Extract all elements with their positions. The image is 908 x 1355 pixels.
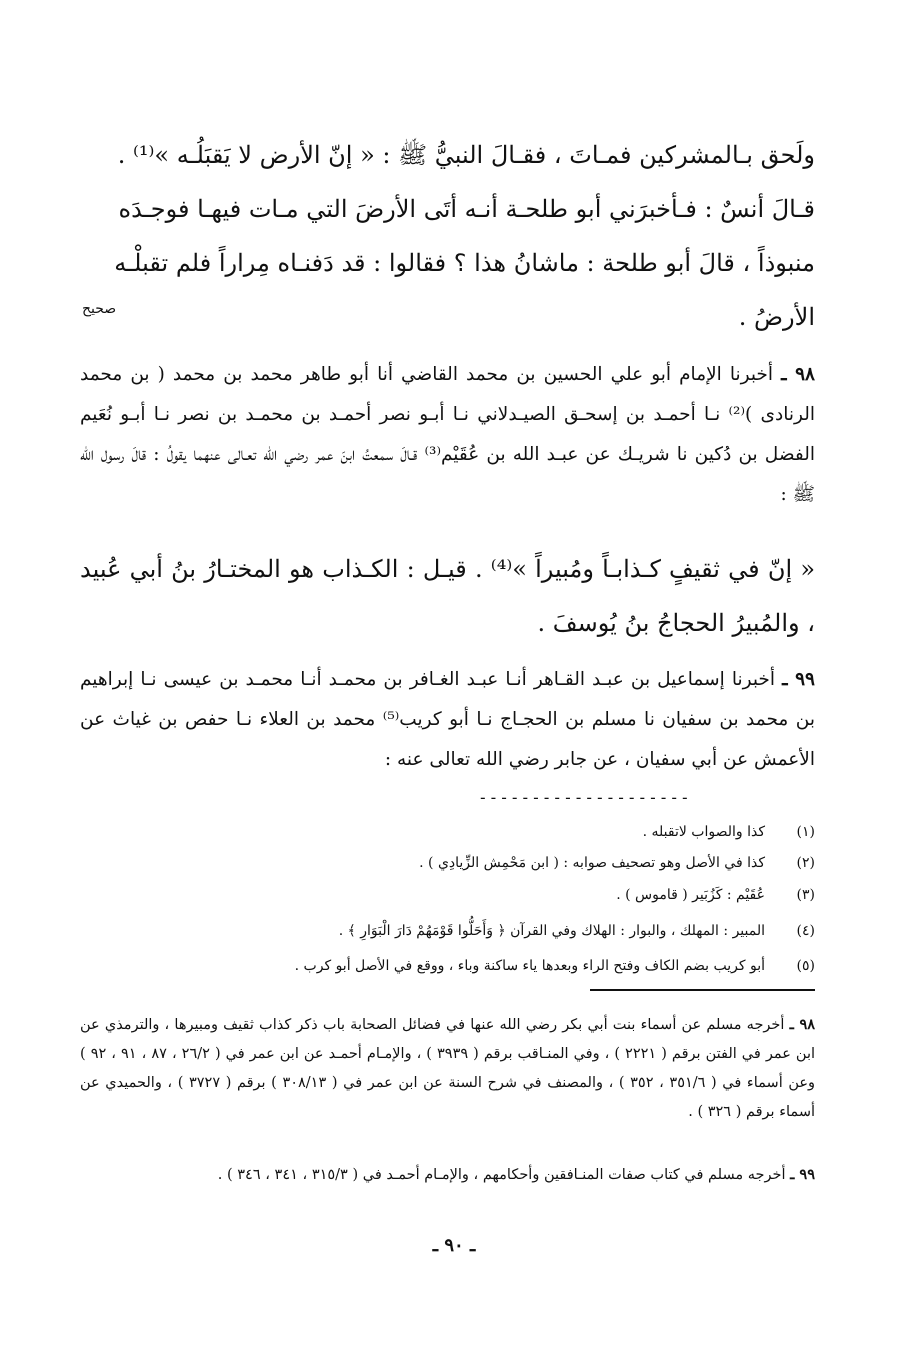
takhrij-number: ٩٨ ـ	[789, 1016, 816, 1033]
hadith-isnad-text: أخبرنا الإمام أبو علي الحسين بن محمد القاضي أنا أبو طاهر محمد بن محمد ( بن محمد الرنادى )⁽²⁾ نـا أحمـد بن إسحـق الصيـدلاني نـا أبـو نصر أحمـد بن محمـد بن نصر نـا أبـو نُعَيم الفضل بن دُكين نا شريـك عن عبـد الله بن عُقَيْم⁽³⁾ قـالَ سمعتُ ابنَ عمر رضي الله تعـالى عنهما يقولُ : قالَ رسول الله ﷺ :	[80, 364, 815, 505]
intro-line: الأرضُ .	[738, 303, 815, 331]
intro-paragraph	[80, 128, 815, 344]
hadith-isnad-text: أخبرنا إسماعيل بن عبـد القـاهر أنـا عبـد الغـافر بن محمـد أنـا محمـد بن عيسى نـا إبراهيم بن محمد بن سفيان نا مسلم بن الحجـاج نـا أبو كريب⁽⁵⁾ محمد بن العلاء نـا حفص بن غياث عن الأعمش عن أبي سفيان ، عن جابر رضي الله تعالى عنه :	[80, 669, 815, 770]
footnote-number: (٣)	[796, 887, 815, 903]
takhrij-number: ٩٩ ـ	[790, 1166, 815, 1183]
hadith-99-isnad	[80, 660, 815, 780]
hadith-98-matn: « إنّ في ثقيفٍ كـذابـاً ومُبيراً »⁽⁴⁾ . قيـل : الكـذاب هو المختـارُ بنُ أبي عُبيد ، والمُبيرُ الحجاجُ بنُ يُوسفَ .	[80, 555, 815, 637]
footnote-number: (٤)	[796, 923, 815, 939]
hadith-98-isnad	[80, 355, 815, 515]
takhrij-rule	[590, 989, 815, 991]
footnote-text: كذا والصواب لاتقبله .	[642, 824, 765, 840]
footnote-separator: --------------------	[478, 788, 691, 807]
footnote-text: عُقَيْم : كَزُبَير ( قاموس ) .	[616, 887, 765, 903]
footnote-text: أبو كريب بضم الكاف وفتح الراء وبعدها ياء ساكنة وباء ، ووقع في الأصل أبو كرب .	[294, 958, 765, 974]
intro-line: ولَحق بـالمشركين فمـاتَ ، فقـالَ النبيُّ ﷺ : « إنّ الأرض لا يَقبَلُـه »⁽¹⁾ .	[117, 141, 815, 169]
intro-line: منبوذاً ، قالَ أبو طلحة : ماشانُ هذا ؟ فقالوا : قد دَفنـاه مِراراً فلم تقبلْـه	[114, 249, 815, 277]
takhrij-98	[80, 1010, 815, 1127]
page-number: ـ ٩٠ ـ	[432, 1235, 476, 1256]
hadith-number: ٩٨ ـ	[781, 364, 815, 385]
footnote-text: المبير : المهلك ، والبوار : الهلاك وفي القرآن ﴿ وَأَحَلُّوا قَوْمَهُمْ دَارَ الْبَوَارِ ﴾ .	[338, 923, 765, 939]
footnote-text: كذا في الأصل وهو تصحيف صوابه : ( ابن مَحْمِش الزِّيادِي ) .	[419, 855, 765, 871]
hadith-number: ٩٩ ـ	[782, 669, 815, 690]
takhrij-text: أخرجه مسلم في كتاب صفات المنـافقين وأحكامهم ، والإمـام أحمـد في ( ٣١٥/٣ ، ٣٤١ ، ٣٤٦ ) .	[217, 1167, 786, 1183]
takhrij-text: أخرجه مسلم عن أسماء بنت أبي بكر رضي الله عنها في فضائل الصحابة باب ذكر كذاب ثقيف ومبيرها ، والترمذي عن ابن عمر في الفتن برقم ( ٢٢٢١ ) ، وفي المنـاقب برقم ( ٣٩٣٩ ) ، والإمـام أحمـد عن ابن عمر في ( ٢٦/٢ ، ٨٧ ، ٩١ ، ٩٢ ) وعن أسماء في ( ٣٥١/٦ ، ٣٥٢ ) ، والمصنف في شرح السنة عن ابن عمر في ( ٣٠٨/١٣ ) برقم ( ٣٧٢٧ ) ، والحميدي عن أسماء برقم ( ٣٢٦ ) .	[80, 1017, 816, 1120]
takhrij-99	[80, 1160, 815, 1190]
intro-line: قـالَ أنسٌ : فـأخبرَني أبو طلحـة أنـه أتَى الأرضَ التي مـات فيهـا فوجـدَه	[118, 195, 815, 223]
footnote-number: (١)	[796, 824, 815, 840]
hadith-grade: صحيح	[82, 301, 117, 317]
footnote-number: (٢)	[796, 855, 815, 871]
footnote-number: (٥)	[796, 958, 815, 974]
